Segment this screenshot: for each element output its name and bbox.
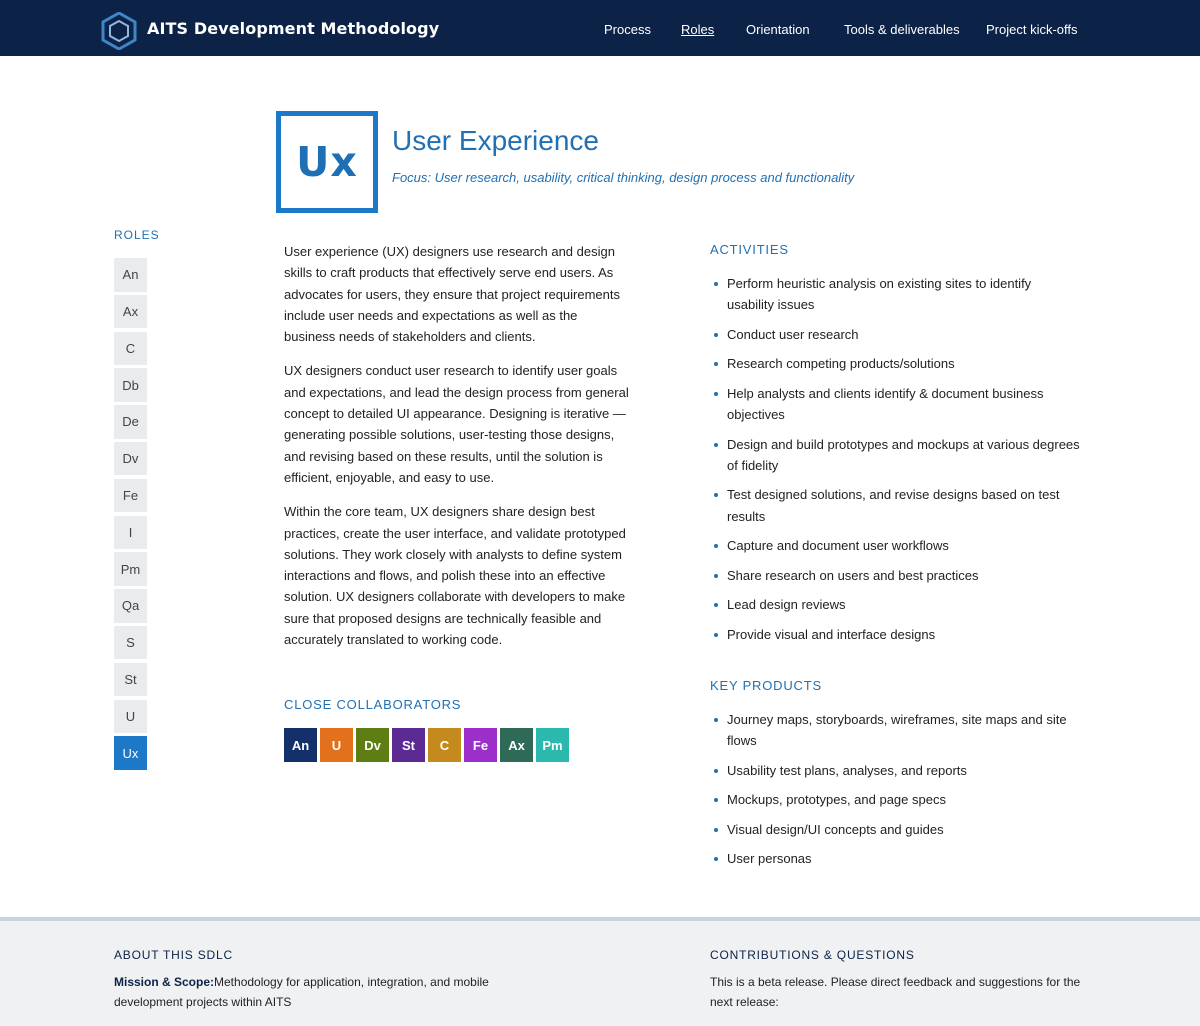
role-focus: Focus: User research, usability, critical thinking, design process and functionality [392, 170, 855, 185]
list-item: Test designed solutions, and revise designs based on test results [710, 484, 1080, 527]
nav-project-kickoffs[interactable]: Project kick-offs [986, 22, 1078, 37]
roles-sidebar [114, 258, 147, 773]
list-item: Lead design reviews [710, 594, 1080, 615]
list-item: Conduct user research [710, 324, 1080, 345]
list-item: Design and build prototypes and mockups at various degrees of fidelity [710, 434, 1080, 477]
key-products-list [710, 709, 1080, 878]
site-title[interactable]: AITS Development Methodology [147, 19, 440, 38]
activities-heading: ACTIVITIES [710, 242, 789, 257]
sidebar-item-de[interactable]: De [114, 405, 147, 439]
nav-roles[interactable]: Roles [681, 22, 715, 37]
top-navigation-bar [0, 0, 1200, 56]
collaborator-chip-an[interactable]: An [284, 728, 317, 762]
description-paragraph: UX designers conduct user research to identify user goals and expectations, and lead the design process from general concept to detailed UI appearance. Designing is iterative — generating possible solutions, user-testing those designs, and revising based on these results, until the solution is efficient, enjoyable, and easy to use. [284, 363, 629, 485]
description-paragraph: User experience (UX) designers use research and design skills to craft products that effectively serve end users. As advocates for users, they ensure that project requirements include user needs and expectations as well as the business needs of stakeholders and clients. [284, 244, 621, 345]
mission-text [114, 973, 514, 1012]
sidebar-item-i[interactable]: I [114, 516, 147, 550]
collaborators-list [284, 728, 569, 762]
list-item: Journey maps, storyboards, wireframes, site maps and site flows [710, 709, 1080, 752]
contributions-text: This is a beta release. Please direct feedback and suggestions for the next release: [710, 975, 1081, 1009]
sidebar-item-pm[interactable]: Pm [114, 552, 147, 586]
collaborators-heading: CLOSE COLLABORATORS [284, 697, 462, 712]
about-heading: ABOUT THIS SDLC [114, 948, 233, 962]
sidebar-item-fe[interactable]: Fe [114, 479, 147, 513]
sidebar-item-dv[interactable]: Dv [114, 442, 147, 476]
nav-process[interactable]: Process [604, 22, 651, 37]
mission-body: Methodology for application, integration, and mobile development projects within AITS [114, 975, 489, 1009]
mission-label: Mission & Scope: [114, 975, 215, 989]
role-badge-abbr: Ux [296, 138, 358, 186]
collaborator-chip-ax[interactable]: Ax [500, 728, 533, 762]
roles-sidebar-heading: ROLES [114, 228, 160, 242]
collaborator-chip-dv[interactable]: Dv [356, 728, 389, 762]
list-item: Usability test plans, analyses, and reports [710, 760, 1080, 781]
role-badge [276, 111, 378, 213]
hexagon-logo-icon[interactable] [101, 12, 137, 50]
collaborator-chip-fe[interactable]: Fe [464, 728, 497, 762]
collaborator-chip-st[interactable]: St [392, 728, 425, 762]
sidebar-item-db[interactable]: Db [114, 368, 147, 402]
list-item: Capture and document user workflows [710, 535, 1080, 556]
nav-orientation[interactable]: Orientation [746, 22, 810, 37]
sidebar-item-c[interactable]: C [114, 332, 147, 366]
list-item: User personas [710, 848, 1080, 869]
list-item: Perform heuristic analysis on existing sites to identify usability issues [710, 273, 1080, 316]
collaborator-chip-pm[interactable]: Pm [536, 728, 569, 762]
collaborator-chip-u[interactable]: U [320, 728, 353, 762]
nav-tools-deliverables[interactable]: Tools & deliverables [844, 22, 960, 37]
contributions-heading: CONTRIBUTIONS & QUESTIONS [710, 948, 915, 962]
list-item: Provide visual and interface designs [710, 624, 1080, 645]
description-paragraph: Within the core team, UX designers share design best practices, create the user interface, and validate prototyped solutions. They work closely with analysts to define system interactions and flows, and polish these into an effective solution. UX designers collaborate with developers to make sure that proposed designs are technically feasible and accurately translated to working code. [284, 504, 626, 648]
sidebar-item-ux[interactable]: Ux [114, 736, 147, 770]
activities-list [710, 273, 1080, 653]
sidebar-item-st[interactable]: St [114, 663, 147, 697]
sidebar-item-an[interactable]: An [114, 258, 147, 292]
sidebar-item-s[interactable]: S [114, 626, 147, 660]
list-item: Share research on users and best practices [710, 565, 1080, 586]
sidebar-item-ax[interactable]: Ax [114, 295, 147, 329]
key-products-heading: KEY PRODUCTS [710, 678, 822, 693]
list-item: Help analysts and clients identify & document business objectives [710, 383, 1080, 426]
sidebar-item-qa[interactable]: Qa [114, 589, 147, 623]
sidebar-item-u[interactable]: U [114, 700, 147, 734]
list-item: Visual design/UI concepts and guides [710, 819, 1080, 840]
role-description [284, 241, 629, 663]
page-title: User Experience [392, 125, 599, 156]
collaborator-chip-c[interactable]: C [428, 728, 461, 762]
list-item: Mockups, prototypes, and page specs [710, 789, 1080, 810]
list-item: Research competing products/solutions [710, 353, 1080, 374]
